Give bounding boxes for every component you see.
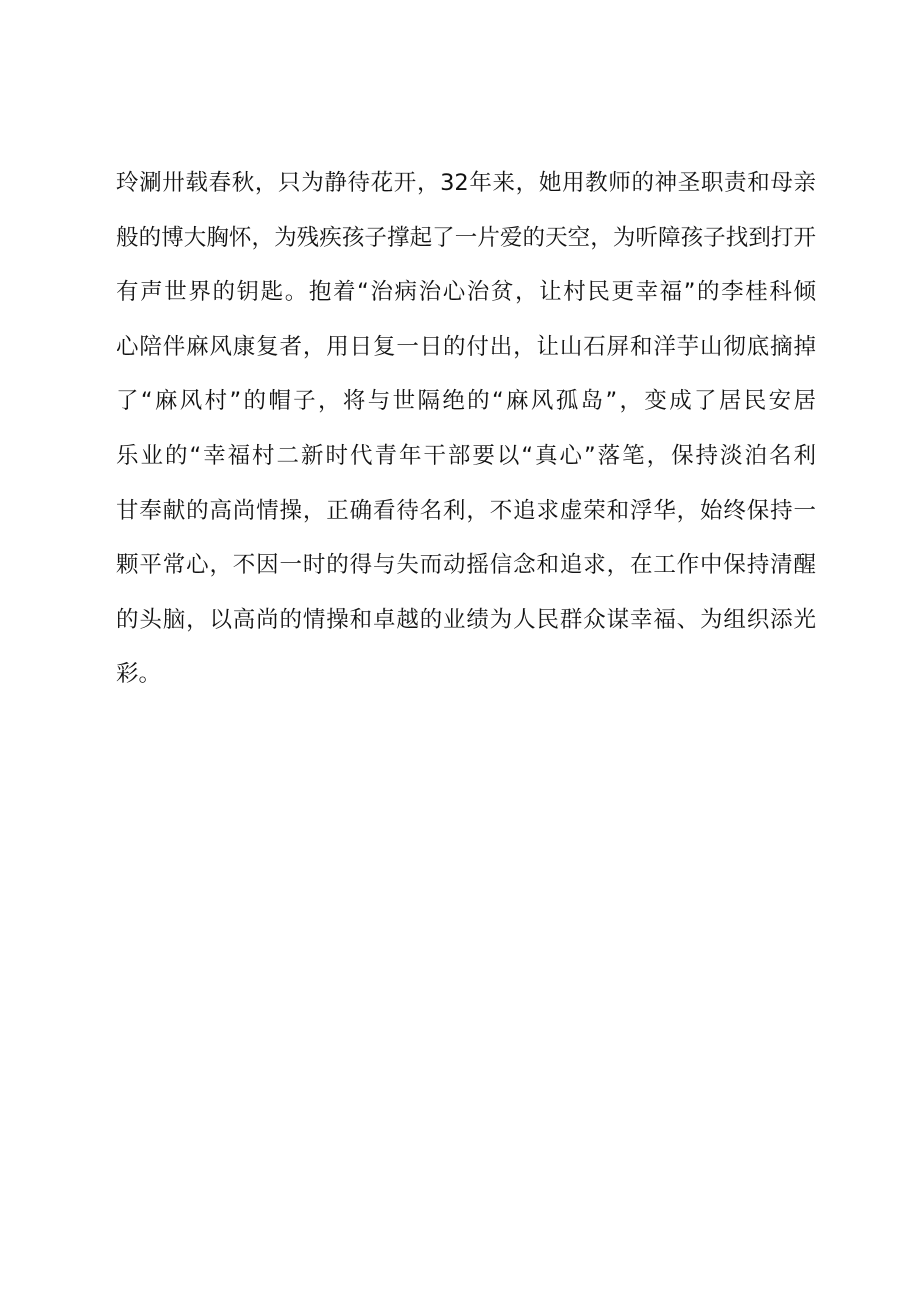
paragraph-line: 了“麻风村”的帽子，将与世隔绝的“麻风孤岛”，变成了居民安居 bbox=[116, 388, 816, 415]
paragraph-line: 的头脑，以高尚的情操和卓越的业绩为人民群众谋幸福、为组织添光 bbox=[116, 606, 816, 633]
paragraph-line: 玲涮卅载春秋，只为静待花开，32年来，她用教师的神圣职责和母亲 bbox=[116, 170, 816, 196]
paragraph-line: 甘奉献的高尚情操，正确看待名利，不追求虚荣和浮华，始终保持一 bbox=[116, 497, 816, 524]
paragraph-line: 心陪伴麻风康复者，用日复一日的付出，让山石屏和洋芋山彻底摘掉 bbox=[116, 333, 816, 360]
paragraph-line: 颗平常心，不因一时的得与失而动摇信念和追求，在工作中保持清醒 bbox=[116, 552, 816, 579]
paragraph-line: 般的博大胸怀，为残疾孩子撑起了一片爱的天空，为听障孩子找到打开 bbox=[116, 224, 816, 251]
body-paragraph bbox=[116, 156, 816, 702]
paragraph-line: 彩。 bbox=[116, 661, 162, 688]
paragraph-line: 乐业的“幸福村二新时代青年干部要以“真心”落笔，保持淡泊名利 bbox=[116, 442, 816, 469]
paragraph-line: 有声世界的钥匙。抱着“治病治心治贫，让村民更幸福”的李桂科倾 bbox=[116, 279, 816, 306]
